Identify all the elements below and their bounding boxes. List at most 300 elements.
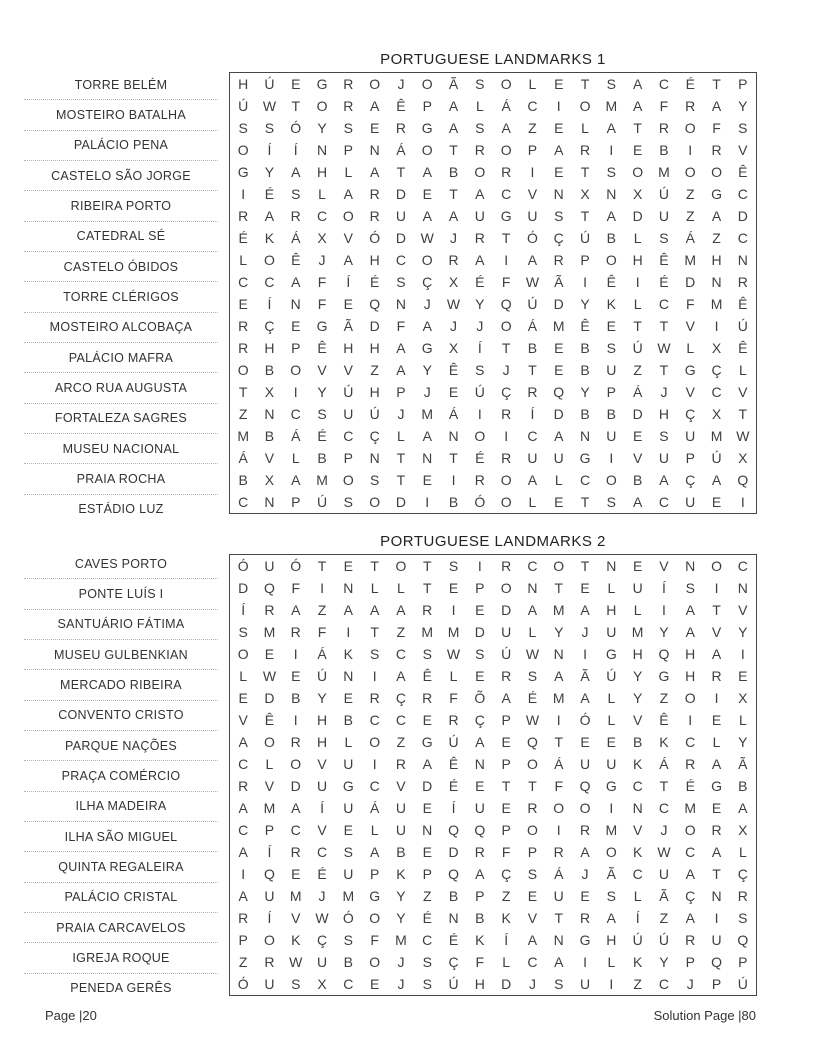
grid-letter: B [738,778,748,794]
grid-letter: C [527,558,538,574]
word-list-item: MOSTEIRO BATALHA [24,100,218,130]
grid-letter: L [607,954,616,970]
grid-letter: E [422,844,432,860]
grid-letter: K [475,932,485,948]
grid-letter: Z [238,954,248,970]
grid-letter: H [316,712,328,728]
grid-letter: U [685,494,696,510]
grid-letter: U [264,976,275,992]
word-list-item: PALÁCIO CRISTAL [24,883,218,913]
grid-letter: M [710,296,723,312]
grid-letter: Á [685,230,695,246]
grid-letter: T [580,494,590,510]
grid-letter: Ê [291,252,301,268]
grid-letter: A [238,734,248,750]
grid-letter: R [264,954,275,970]
word-list-item: CONVENTO CRISTO [24,701,218,731]
grid-letter: M [421,624,434,640]
grid-letter: G [237,164,249,180]
grid-letter: Ú [448,976,459,992]
grid-letter: L [397,428,405,444]
grid-letter: A [659,472,669,488]
grid-letter: M [316,472,328,488]
grid-letter: K [632,844,643,860]
grid-letter: I [609,800,614,816]
grid-letter: A [606,208,616,224]
grid-letter: Z [317,602,327,618]
grid-letter: L [528,494,537,510]
grid-letter: Ã [606,866,616,882]
grid-letter: N [474,756,485,772]
grid-letter: O [527,822,538,838]
grid-letter: D [395,186,406,202]
grid-letter: O [711,164,722,180]
grid-letter: G [579,932,591,948]
grid-letter: K [501,910,511,926]
grid-letter: U [711,932,722,948]
grid-letter: O [500,76,512,92]
grid-letter: L [291,450,300,466]
grid-letter: C [238,494,249,510]
grid-letter: N [264,406,275,422]
grid-letter: R [343,98,354,114]
grid-letter: S [527,668,538,684]
grid-letter: D [632,406,643,422]
grid-letter: R [290,844,301,860]
grid-letter: C [501,186,512,202]
grid-letter: X [738,822,748,838]
grid-letter: G [421,734,433,750]
grid-letter: U [527,208,538,224]
grid-letter: Ú [632,340,643,356]
grid-letter: I [688,142,693,158]
grid-letter: R [290,624,301,640]
grid-letter: Í [267,142,272,158]
grid-letter: C [343,428,354,444]
grid-letter: B [475,910,485,926]
grid-letter: R [737,274,748,290]
grid-letter: Ó [237,976,249,992]
grid-letter: N [369,450,380,466]
grid-letter: A [711,646,722,662]
grid-letter: Z [370,362,379,378]
grid-letter: Ê [738,340,748,356]
grid-letter: L [633,888,642,904]
grid-letter: O [500,318,512,334]
grid-letter: R [579,822,591,838]
grid-letter: Ó [290,120,302,136]
grid-letter: T [370,624,379,640]
grid-letter: A [369,164,380,180]
grid-letter: V [632,712,643,728]
grid-letter: S [422,976,432,992]
grid-letter: Ç [422,274,433,290]
grid-letter: C [527,98,538,114]
grid-letter: T [396,472,406,488]
grid-letter: P [343,142,353,158]
grid-letter: B [343,712,353,728]
grid-letter: C [737,186,748,202]
grid-letter: Y [632,690,643,706]
grid-letter: E [580,888,590,904]
grid-letter: X [632,186,643,202]
grid-letter: G [421,120,433,136]
grid-letter: E [711,712,722,728]
grid-letter: O [579,98,591,114]
grid-letter: P [711,976,722,992]
grid-letter: O [421,142,433,158]
grid-letter: I [662,602,666,618]
word-list-item: CASTELO SÃO JORGE [24,161,218,191]
grid-letter: A [343,252,353,268]
grid-letter: A [422,318,432,334]
grid-letter: J [423,296,431,312]
grid-letter: Y [738,98,748,114]
grid-letter: A [685,624,695,640]
grid-letter: C [369,712,380,728]
grid-letter: U [527,450,538,466]
grid-letter: A [448,120,459,136]
grid-letter: A [711,98,722,114]
page-number: Page |20 [45,1008,97,1023]
word-list-item: IGREJA ROQUE [24,943,218,973]
grid-letter: Ú [369,406,380,422]
grid-letter: Ú [264,76,275,92]
grid-letter: O [684,690,696,706]
grid-letter: A [291,274,301,290]
grid-letter: F [685,296,695,312]
grid-letter: H [606,932,617,948]
grid-letter: T [580,76,590,92]
grid-letter: Y [580,296,590,312]
grid-letter: G [316,76,328,92]
grid-letter: C [737,230,748,246]
grid-letter: Y [738,734,748,750]
grid-letter: I [609,976,614,992]
grid-letter: Y [738,624,748,640]
grid-letter: Ã [343,318,353,334]
grid-letter: G [605,778,617,794]
grid-letter: Y [422,362,432,378]
grid-letter: O [264,734,275,750]
grid-letter: S [527,866,538,882]
grid-letter: V [317,822,327,838]
grid-letter: I [293,712,298,728]
grid-letter: D [685,274,696,290]
grid-letter: L [738,712,747,728]
grid-letter: E [343,558,353,574]
grid-letter: É [369,274,380,290]
grid-letter: E [448,384,459,400]
word-list-item: PRAÇA COMÉRCIO [24,761,218,791]
grid-letter: H [238,76,249,92]
grid-letter: Y [317,690,327,706]
grid-letter: O [369,910,381,926]
grid-letter: É [475,274,485,290]
grid-letter: R [685,756,696,772]
grid-letter: A [580,844,590,860]
grid-letter: F [501,274,511,290]
grid-letter: T [370,558,379,574]
grid-letter: N [422,822,433,838]
grid-letter: A [554,954,564,970]
grid-letter: I [293,646,298,662]
grid-letter: S [238,624,248,640]
grid-letter: P [685,450,695,466]
grid-letter: R [238,778,249,794]
grid-letter: U [606,428,617,444]
grid-letter: R [448,252,459,268]
grid-letter: I [688,712,693,728]
grid-letter: Ú [606,668,617,684]
grid-letter: A [580,690,590,706]
grid-letter: Ú [316,668,328,684]
grid-letter: A [291,602,301,618]
grid-letter: R [395,120,406,136]
grid-letter: Ó [290,558,302,574]
grid-letter: É [659,274,669,290]
grid-letter: T [659,778,669,794]
word-list-item: PALÁCIO MAFRA [24,343,218,373]
grid-letter: P [527,142,538,158]
grid-letter: G [579,450,591,466]
grid-letter: Á [291,230,301,246]
grid-letter: K [396,866,406,882]
grid-letter: Z [501,888,511,904]
grid-letter: S [659,428,669,444]
grid-letter: B [580,340,590,356]
grid-letter: L [397,580,405,596]
grid-letter: Z [633,976,642,992]
grid-letter: S [659,230,669,246]
grid-letter: V [632,450,643,466]
grid-letter: V [317,362,327,378]
grid-letter: W [525,274,540,290]
grid-letter: R [579,910,591,926]
grid-letter: O [290,756,302,772]
grid-letter: B [238,472,248,488]
grid-letter: M [658,164,670,180]
grid-letter: F [449,690,458,706]
grid-letter: Ç [685,472,696,488]
grid-letter: Á [396,142,406,158]
grid-letter: L [712,734,721,750]
grid-letter: G [605,646,617,662]
grid-letter: B [632,734,643,750]
grid-letter: O [500,494,512,510]
grid-letter: A [527,472,538,488]
grid-letter: G [500,208,512,224]
grid-letter: A [501,690,511,706]
grid-letter: Á [659,756,669,772]
grid-letter: L [370,822,379,838]
grid-letter: A [264,208,275,224]
grid-letter: S [606,494,616,510]
grid-letter: C [395,646,406,662]
word-list-item: CAVES PORTO [24,549,218,579]
grid-letter: Y [264,164,275,180]
grid-letter: S [606,164,616,180]
grid-letter: V [396,778,406,794]
grid-letter: C [685,734,696,750]
grid-letter: C [422,932,433,948]
grid-letter: E [475,778,485,794]
grid-letter: P [369,866,380,882]
grid-letter: E [238,296,248,312]
grid-letter: N [737,580,748,596]
grid-letter: N [316,142,328,158]
grid-letter: Ê [659,712,669,728]
grid-letter: A [632,76,643,92]
grid-letter: X [711,406,722,422]
grid-letter: J [450,318,458,334]
grid-letter: E [343,296,353,312]
grid-letter: H [343,340,354,356]
grid-letter: Ú [343,384,354,400]
grid-letter: L [633,230,642,246]
grid-letter: U [474,800,485,816]
grid-letter: T [633,318,642,334]
grid-letter: Y [317,120,327,136]
grid-letter: I [635,274,640,290]
grid-letter: B [264,362,275,378]
grid-letter: T [238,384,248,400]
grid-letter: Y [317,384,327,400]
grid-letter: E [291,76,301,92]
grid-letter: A [422,164,432,180]
grid-letter: H [316,164,328,180]
grid-letter: Í [267,910,272,926]
grid-letter: É [448,778,459,794]
grid-letter: E [501,800,511,816]
grid-letter: N [606,558,617,574]
grid-letter: U [606,624,617,640]
grid-letter: S [685,580,695,596]
grid-letter: V [238,712,248,728]
grid-letter: U [474,208,485,224]
grid-letter: U [343,866,354,882]
grid-letter: C [290,406,301,422]
word-list-item: CATEDRAL SÉ [24,222,218,252]
grid-letter: Z [685,208,695,224]
grid-letter: T [449,142,458,158]
grid-letter: S [738,910,748,926]
grid-letter: N [395,296,406,312]
grid-letter: U [632,580,643,596]
word-list-item: ESTÁDIO LUZ [78,502,164,517]
grid-letter: J [450,230,458,246]
grid-letter: T [528,778,537,794]
grid-letter: C [238,756,249,772]
grid-letter: S [238,120,248,136]
grid-letter: I [714,910,719,926]
grid-letter: Ó [474,494,486,510]
grid-letter: F [291,580,301,596]
grid-letter: Í [504,932,509,948]
grid-letter: R [501,450,512,466]
grid-letter: L [239,668,248,684]
grid-letter: I [504,428,509,444]
grid-letter: S [343,120,353,136]
grid-letter: E [238,690,248,706]
word-list-item: FORTALEZA SAGRES [24,404,218,434]
grid-letter: V [317,756,327,772]
grid-letter: R [501,164,512,180]
grid-letter: N [264,494,275,510]
grid-letter: J [686,976,694,992]
grid-letter: E [422,712,432,728]
grid-letter: K [632,756,643,772]
word-list-item: PALÁCIO PENA [24,131,218,161]
grid-letter: A [291,800,301,816]
grid-letter: A [396,668,406,684]
grid-letter: O [632,164,644,180]
grid-letter: D [290,778,301,794]
grid-letter: B [448,494,459,510]
grid-letter: R [711,668,722,684]
grid-letter: W [446,646,461,662]
grid-letter: Ç [685,888,696,904]
grid-letter: S [606,340,616,356]
grid-letter: R [474,142,485,158]
grid-letter: L [738,362,747,378]
grid-letter: T [738,406,748,422]
grid-letter: D [264,690,275,706]
grid-letter: V [738,602,748,618]
grid-letter: H [685,646,696,662]
grid-letter: O [421,76,433,92]
grid-letter: C [579,472,591,488]
grid-letter: Ç [501,866,512,882]
grid-letter: Ê [448,362,459,378]
grid-letter: B [606,230,616,246]
grid-letter: T [291,98,301,114]
grid-letter: C [264,274,275,290]
grid-letter: W [262,668,277,684]
grid-letter: G [711,778,722,794]
grid-letter: Ê [738,164,748,180]
grid-letter: E [475,668,485,684]
grid-letter: M [395,932,407,948]
grid-letter: T [449,186,458,202]
grid-letter: Y [396,888,406,904]
grid-letter: N [685,558,696,574]
grid-letter: U [606,756,617,772]
grid-letter: A [396,602,406,618]
grid-letter: M [710,428,723,444]
grid-letter: D [474,624,485,640]
grid-letter: R [238,318,249,334]
grid-letter: R [238,340,249,356]
grid-letter: J [502,362,510,378]
grid-letter: R [737,888,748,904]
word-list-item: RIBEIRA PORTO [24,191,218,221]
grid-letter: C [238,274,249,290]
grid-letter: A [632,494,643,510]
grid-letter: A [475,866,485,882]
grid-letter: P [501,712,511,728]
grid-letter: O [264,932,275,948]
grid-letter: Ó [237,558,249,574]
grid-letter: A [711,756,722,772]
grid-letter: S [343,932,353,948]
grid-letter: M [684,800,697,816]
puzzle-1-title: PORTUGUESE LANDMARKS 1 [380,51,606,68]
grid-letter: B [580,362,590,378]
grid-letter: Ç [474,712,485,728]
grid-letter: O [527,756,538,772]
grid-letter: D [395,494,406,510]
